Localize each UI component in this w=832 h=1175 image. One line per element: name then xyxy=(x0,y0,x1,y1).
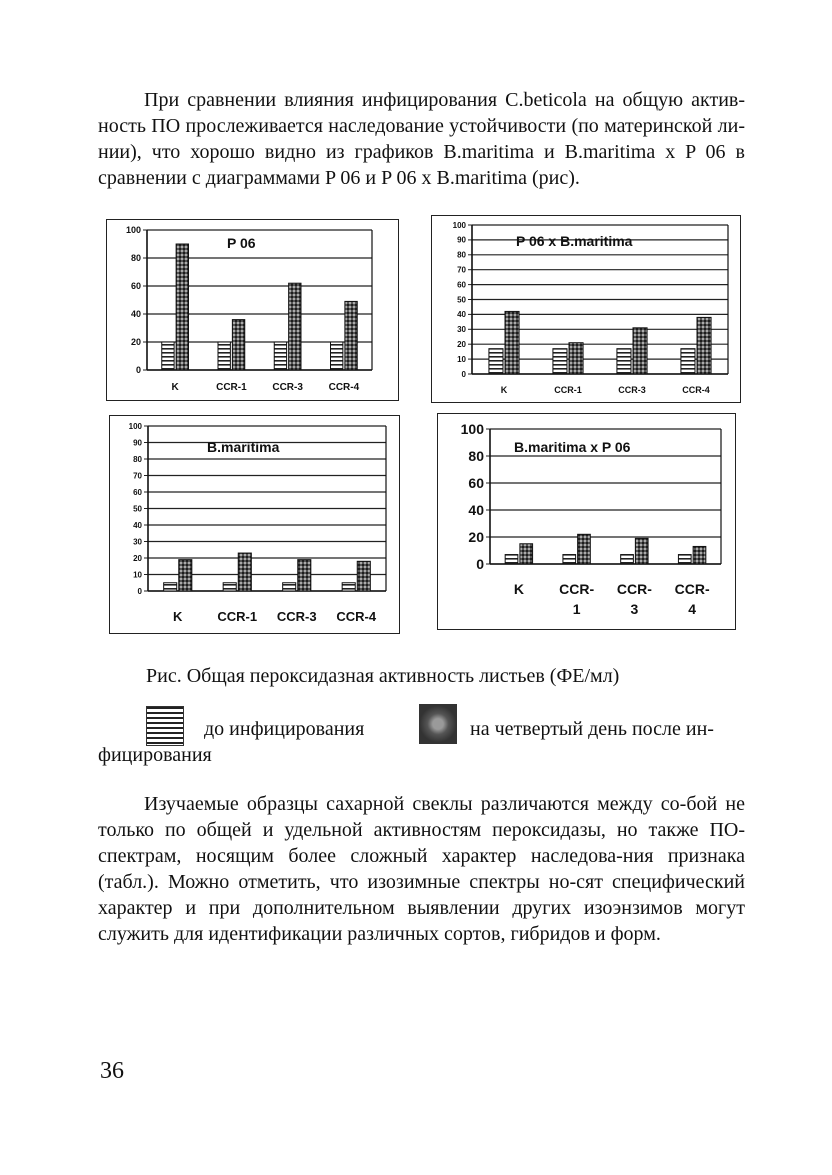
y-tick-label: 0 xyxy=(461,369,466,379)
legend-label-after-infection-continued: фицирования xyxy=(98,744,212,766)
y-tick-label: 80 xyxy=(468,447,484,464)
x-category-label: CCR-4 xyxy=(682,385,710,395)
x-category-label: CCR-3 xyxy=(276,609,317,624)
bar-after-infection xyxy=(633,328,647,374)
x-category-label: 1 xyxy=(572,601,581,617)
bar-after-infection xyxy=(176,244,188,370)
x-category-label: CCR-4 xyxy=(328,382,360,393)
bar-before-infection xyxy=(505,555,518,564)
x-category-label: CCR-4 xyxy=(336,609,377,624)
y-tick-label: 60 xyxy=(130,281,141,292)
legend-label-after-infection: на четвертый день после ин- xyxy=(470,718,714,740)
y-tick-label: 60 xyxy=(457,280,466,290)
chart-bmaritima xyxy=(109,415,400,634)
chart-title: P 06 x B.maritima xyxy=(516,233,633,249)
y-tick-label: 50 xyxy=(457,295,466,305)
y-tick-label: 40 xyxy=(468,501,484,518)
bar-before-infection xyxy=(283,583,296,591)
x-category-label: CCR-1 xyxy=(217,609,258,624)
x-category-label: 3 xyxy=(630,601,639,617)
y-tick-label: 20 xyxy=(457,340,466,349)
x-category-label: K xyxy=(173,609,183,624)
legend-swatch-after-infection xyxy=(419,704,457,744)
bar-before-infection xyxy=(274,342,286,370)
chart-title: B.maritima x P 06 xyxy=(514,439,631,455)
y-tick-label: 100 xyxy=(460,420,484,437)
y-tick-label: 20 xyxy=(130,337,141,348)
bar-before-infection xyxy=(621,555,634,564)
x-category-label: CCR-1 xyxy=(554,385,582,395)
bar-after-infection xyxy=(289,283,301,370)
chart-svg xyxy=(438,414,735,629)
y-tick-label: 40 xyxy=(130,309,141,320)
page-number: 36 xyxy=(100,1058,124,1084)
y-tick-label: 100 xyxy=(128,421,142,431)
y-tick-label: 60 xyxy=(468,474,484,491)
chart-title: P 06 xyxy=(227,235,256,251)
bar-before-infection xyxy=(563,555,576,564)
legend-label-before-infection: до инфицирования xyxy=(204,718,365,740)
y-tick-label: 40 xyxy=(457,310,466,320)
x-category-label: CCR-1 xyxy=(216,382,247,393)
y-tick-label: 90 xyxy=(133,438,142,448)
bar-after-infection xyxy=(520,544,533,564)
bar-after-infection xyxy=(635,538,648,564)
bar-before-infection xyxy=(331,342,343,370)
bar-before-infection xyxy=(218,342,230,370)
x-category-label: CCR- xyxy=(616,581,652,597)
bar-before-infection xyxy=(223,583,236,591)
bar-before-infection xyxy=(162,342,174,370)
bar-before-infection xyxy=(553,349,567,374)
bar-after-infection xyxy=(569,343,583,374)
bar-after-infection xyxy=(238,553,251,591)
y-tick-label: 10 xyxy=(457,354,466,364)
x-category-label: K xyxy=(513,581,524,597)
bar-after-infection xyxy=(179,560,192,591)
legend-swatch-before-infection xyxy=(146,706,184,746)
x-category-label: K xyxy=(500,385,508,395)
y-tick-label: 40 xyxy=(133,520,142,530)
x-category-label: K xyxy=(171,382,179,393)
chart-bmaritima-x-p06 xyxy=(437,413,736,630)
bar-after-infection xyxy=(357,561,370,591)
y-tick-label: 100 xyxy=(125,225,141,236)
y-tick-label: 0 xyxy=(476,555,484,572)
y-tick-label: 80 xyxy=(130,253,141,264)
bar-after-infection xyxy=(693,546,706,564)
bar-after-infection xyxy=(232,320,244,370)
bar-after-infection xyxy=(697,317,711,374)
chart-svg xyxy=(432,216,740,402)
bar-after-infection xyxy=(298,560,311,591)
figure-caption: Рис. Общая пероксидазная активность листьев (ФЕ/мл) xyxy=(146,665,620,687)
x-category-label: 4 xyxy=(688,601,697,617)
chart-p06-x-bmaritima xyxy=(431,215,741,403)
bar-before-infection xyxy=(678,555,691,564)
y-tick-label: 10 xyxy=(133,570,142,580)
bar-before-infection xyxy=(617,349,631,374)
intro-paragraph: При сравнении влияния инфицирования C.beticola на общую актив-ность ПО прослеживается наследование устойчивости (по материнской ли-нии), что хорошо видно из графиков B.maritima и B.maritima x P 06 в сравнении с диаграммами P 06 и P 06 x B.maritima (рис). xyxy=(98,89,745,189)
chart-svg xyxy=(107,220,398,400)
bar-before-infection xyxy=(489,349,503,374)
chart-title: B.maritima xyxy=(207,439,280,455)
y-tick-label: 30 xyxy=(457,325,466,335)
y-tick-label: 90 xyxy=(457,235,466,245)
x-category-label: CCR-3 xyxy=(618,385,646,395)
y-tick-label: 0 xyxy=(135,365,141,376)
x-category-label: CCR-3 xyxy=(272,382,303,393)
bar-before-infection xyxy=(342,583,355,591)
y-tick-label: 30 xyxy=(133,537,142,547)
y-tick-label: 70 xyxy=(133,471,142,481)
y-tick-label: 50 xyxy=(133,504,142,514)
chart-svg xyxy=(110,416,399,633)
y-tick-label: 80 xyxy=(457,250,466,260)
x-category-label: CCR- xyxy=(674,581,710,597)
y-tick-label: 20 xyxy=(468,528,484,545)
chart-p06 xyxy=(106,219,399,401)
bar-before-infection xyxy=(164,583,177,591)
y-tick-label: 80 xyxy=(133,454,142,464)
bar-after-infection xyxy=(578,534,591,564)
conclusion-paragraph: Изучаемые образцы сахарной свеклы различаются между со-бой не только по общей и удельной активностям пероксидазы, но также ПО-спектрам, носящим более сложный характер наследова-ния признака (табл.). Можно отметить, что изозимные спектры но-сят специфический характер и при дополнительном выявлении других изоэнзимов могут служить для идентификации различных сортов, гибридов и форм. xyxy=(98,793,745,945)
x-category-label: CCR- xyxy=(559,581,595,597)
y-tick-label: 0 xyxy=(137,586,142,596)
bar-after-infection xyxy=(505,311,519,374)
y-tick-label: 60 xyxy=(133,487,142,497)
y-tick-label: 100 xyxy=(452,220,466,230)
y-tick-label: 20 xyxy=(133,553,142,563)
bar-before-infection xyxy=(681,349,695,374)
y-tick-label: 70 xyxy=(457,265,466,275)
bar-after-infection xyxy=(345,301,357,370)
